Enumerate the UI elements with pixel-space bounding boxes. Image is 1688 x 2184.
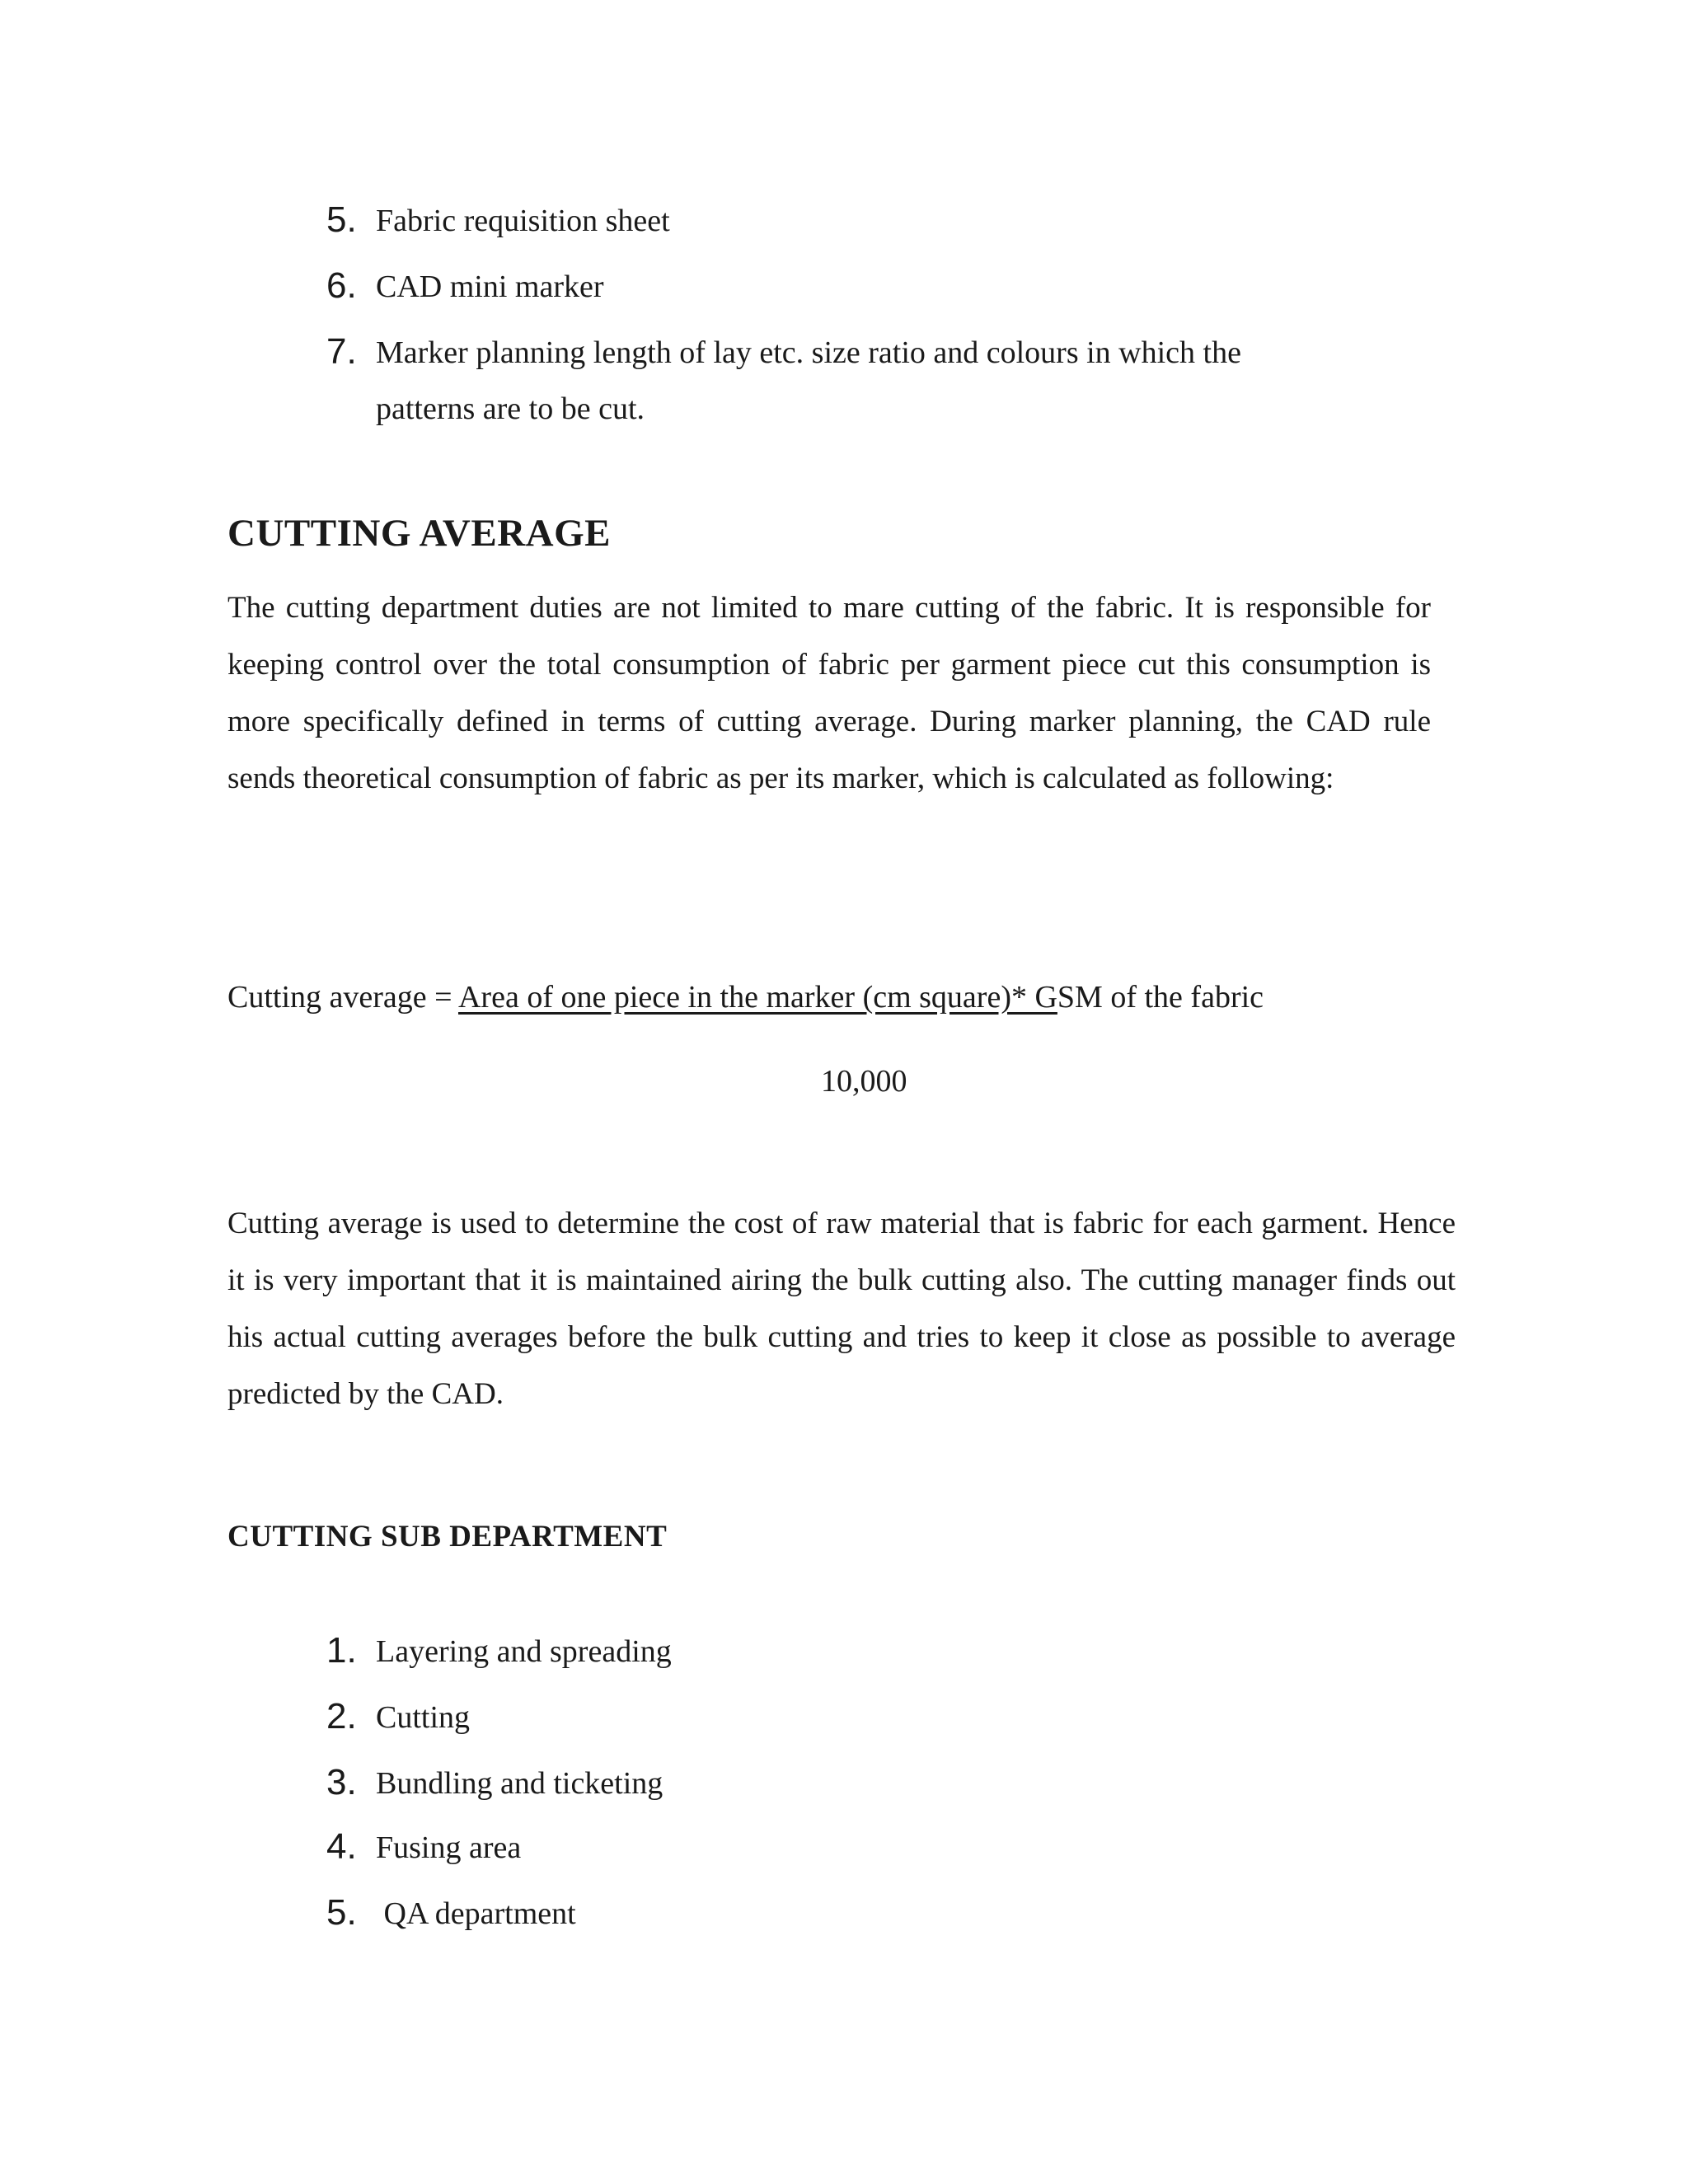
list-text: Cutting [376,1700,471,1735]
list-text: Fusing area [376,1830,522,1865]
list-text: Layering and spreading [376,1634,672,1669]
list-text: Bundling and ticketing [376,1766,663,1801]
list-text: QA department [376,1896,576,1931]
section-heading-cutting-sub-department: CUTTING SUB DEPARTMENT [227,1520,668,1554]
list-number: 7. [326,331,357,372]
list-number: 4. [326,1826,357,1867]
formula-denominator: 10,000 [821,1064,907,1099]
formula-numerator: Area of one piece in the marker (cm square)* G [457,980,1057,1015]
paragraph: The cutting department duties are not limited to mare cutting of the fabric. It is responsible for keeping control over the total consumption of fabric per garment piece cut this consumption is more specifically defined in terms of cutting average. During marker planning, the CAD rule sends theoretical consumption of fabric as per its marker, which is calculated as following: [227,591,1431,795]
formula-lhs: Cutting average = [227,980,458,1015]
list-number: 6. [326,265,357,306]
list-text: CAD mini marker [376,269,604,304]
list-text: Fabric requisition sheet [376,204,670,238]
list-text-continued: patterns are to be cut. [376,391,645,426]
paragraph: Cutting average is used to determine the cost of raw material that is fabric for each garment. Hence it is very important that it is maintained airing the bulk cutting also. The cutting manager finds out his actual cutting averages before the bulk cutting and tries to keep it close as possible to average predicted by the CAD. [227,1207,1456,1411]
list-number: 1. [326,1630,357,1671]
list-number: 5. [326,199,357,240]
list-text: Marker planning length of lay etc. size ratio and colours in which the [376,335,1241,370]
list-number: 3. [326,1762,357,1802]
formula-rest: SM of the fabric [1057,980,1264,1015]
formula [227,979,1264,1015]
list-number: 5. [326,1892,357,1933]
section-heading-cutting-average: CUTTING AVERAGE [227,512,611,555]
list-number: 2. [326,1696,357,1736]
